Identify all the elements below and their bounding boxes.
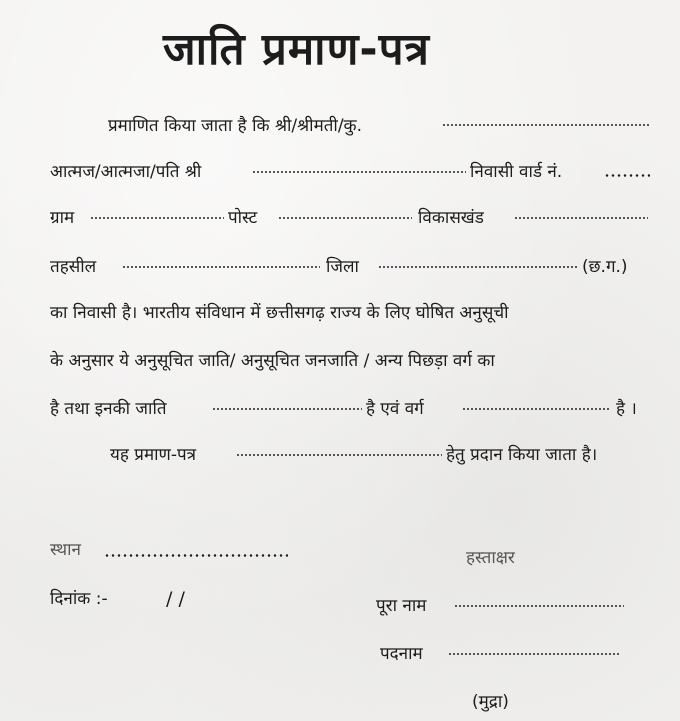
place-blank [104, 554, 288, 557]
post-blank [278, 217, 412, 219]
category-label: है एवं वर्ग [366, 399, 424, 419]
para-line-2: के अनुसार ये अनुसूचित जाति/ अनुसूचित जनजाति / अन्य पिछड़ा वर्ग का [50, 351, 495, 371]
designation-blank [448, 653, 620, 655]
full-name-label: पूरा नाम [376, 596, 427, 616]
designation-label: पदनाम [380, 644, 423, 664]
district-blank [378, 266, 578, 268]
line-end: है । [616, 399, 637, 419]
name-blank [442, 124, 650, 126]
signature-label: हस्ताक्षर [466, 548, 515, 568]
block-label: विकासखंड [418, 208, 484, 228]
purpose-label: यह प्रमाण-पत्र [110, 445, 196, 465]
certificate-title: जाति प्रमाण-पत्र [163, 24, 430, 75]
village-blank [90, 217, 224, 219]
purpose-blank [236, 454, 442, 456]
tehsil-label: तहसील [50, 257, 97, 277]
post-label: पोस्ट [228, 208, 258, 228]
caste-label: है तथा इनकी जाति [50, 399, 167, 419]
district-label: जिला [326, 257, 359, 277]
village-label: ग्राम [50, 208, 75, 228]
purpose-end: हेतु प्रदान किया जाता है। [446, 445, 598, 465]
father-name-blank [252, 171, 466, 173]
tehsil-blank [122, 266, 320, 268]
ward-blank [604, 174, 650, 177]
place-label: स्थान [50, 540, 81, 560]
seal-label: (मुद्रा) [472, 692, 509, 712]
category-blank [462, 408, 610, 410]
certify-line: प्रमाणित किया जाता है कि श्री/श्रीमती/कु. [108, 116, 363, 136]
date-label: दिनांक :- [50, 589, 108, 609]
date-separators: / / [166, 588, 185, 610]
block-blank [514, 217, 648, 219]
caste-blank [212, 408, 362, 410]
relation-label: आत्मज/आत्मजा/पति श्री [50, 162, 202, 182]
ward-label: निवासी वार्ड नं. [470, 162, 563, 182]
state-label: (छ.ग.) [582, 257, 628, 277]
para-line-1: का निवासी है। भारतीय संविधान में छत्तीसगढ़ राज्य के लिए घोषित अनुसूची [50, 303, 509, 323]
full-name-blank [454, 605, 624, 607]
